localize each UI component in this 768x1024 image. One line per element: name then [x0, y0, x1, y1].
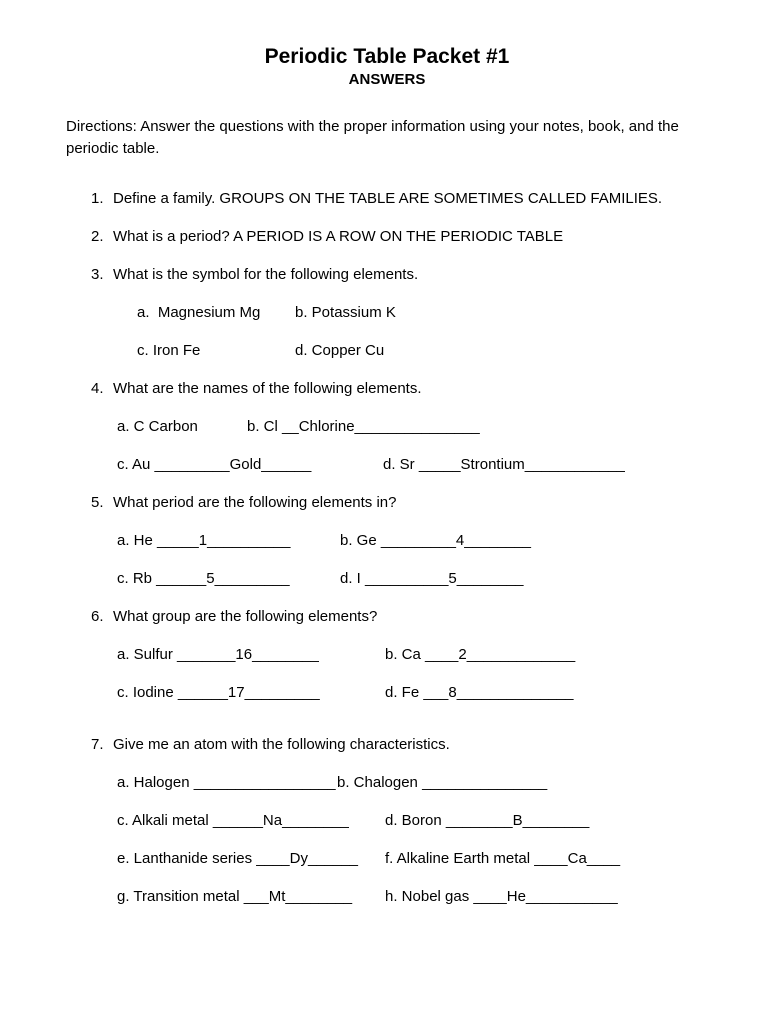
directions-text: Directions: Answer the questions with the proper information using your notes, book, and the periodic table. [66, 118, 679, 157]
q7-item-a: a. Halogen _________________ [117, 774, 336, 791]
q6-item-a: a. Sulfur _______16________ [117, 646, 319, 663]
q6-item-b: b. Ca ____2_____________ [385, 646, 576, 663]
q7-item-c: c. Alkali metal ______Na________ [117, 812, 349, 829]
question-7-row-2 [66, 810, 708, 832]
question-7-row-3 [66, 848, 708, 870]
question-4-number: 4. [91, 380, 104, 397]
question-3-text: What is the symbol for the following elements. [113, 266, 419, 283]
question-5 [66, 492, 708, 514]
question-7 [66, 734, 708, 756]
q6-item-c: c. Iodine ______17_________ [117, 684, 320, 701]
q7-item-d: d. Boron ________B________ [385, 812, 590, 829]
question-3-row-2 [66, 340, 708, 362]
question-7-text: Give me an atom with the following characteristics. [113, 736, 450, 753]
question-4-text: What are the names of the following elements. [113, 380, 422, 397]
q3-item-b: b. Potassium K [295, 304, 396, 321]
q3-item-a: a. Magnesium Mg [137, 304, 261, 321]
question-1 [66, 188, 708, 210]
question-6 [66, 606, 708, 628]
question-6-row-1 [66, 644, 708, 666]
q3-item-c: c. Iron Fe [137, 342, 201, 359]
q5-item-a: a. He _____1__________ [117, 532, 291, 549]
question-2 [66, 226, 708, 248]
q7-item-b: b. Chalogen _______________ [337, 774, 548, 791]
question-5-number: 5. [91, 494, 104, 511]
question-4 [66, 378, 708, 400]
question-6-number: 6. [91, 608, 104, 625]
q7-item-h: h. Nobel gas ____He___________ [385, 888, 618, 905]
q5-item-b: b. Ge _________4________ [340, 532, 532, 549]
question-3-row-1 [66, 302, 708, 324]
q5-item-d: d. I __________5________ [340, 570, 524, 587]
question-2-number: 2. [91, 228, 104, 245]
question-3-number: 3. [91, 266, 104, 283]
question-1-number: 1. [91, 190, 104, 207]
q4-item-b: b. Cl __Chlorine_______________ [247, 418, 480, 435]
q7-item-f: f. Alkaline Earth metal ____Ca____ [385, 850, 621, 867]
question-7-row-4 [66, 886, 708, 908]
question-5-row-2 [66, 568, 708, 590]
q7-item-g: g. Transition metal ___Mt________ [117, 888, 353, 905]
page-subtitle: ANSWERS [348, 71, 426, 88]
q4-item-d: d. Sr _____Strontium____________ [383, 456, 625, 473]
question-1-text: Define a family. GROUPS ON THE TABLE ARE SOMETIMES CALLED FAMILIES. [113, 190, 663, 207]
question-5-text: What period are the following elements in? [113, 494, 397, 511]
question-7-number: 7. [91, 736, 104, 753]
question-4-row-1 [66, 416, 708, 438]
question-5-row-1 [66, 530, 708, 552]
question-6-row-2 [66, 682, 708, 704]
question-3 [66, 264, 708, 286]
question-7-row-1 [66, 772, 708, 794]
page-title: Periodic Table Packet #1 [264, 45, 510, 68]
question-2-text: What is a period? A PERIOD IS A ROW ON THE PERIODIC TABLE [113, 228, 564, 245]
q3-item-d: d. Copper Cu [295, 342, 385, 359]
q4-item-a: a. C Carbon [117, 418, 198, 435]
q4-item-c: c. Au _________Gold______ [117, 456, 312, 473]
q5-item-c: c. Rb ______5_________ [117, 570, 290, 587]
q7-item-e: e. Lanthanide series ____Dy______ [117, 850, 359, 867]
question-4-row-2 [66, 454, 708, 476]
question-6-text: What group are the following elements? [113, 608, 378, 625]
q6-item-d: d. Fe ___8______________ [385, 684, 574, 701]
